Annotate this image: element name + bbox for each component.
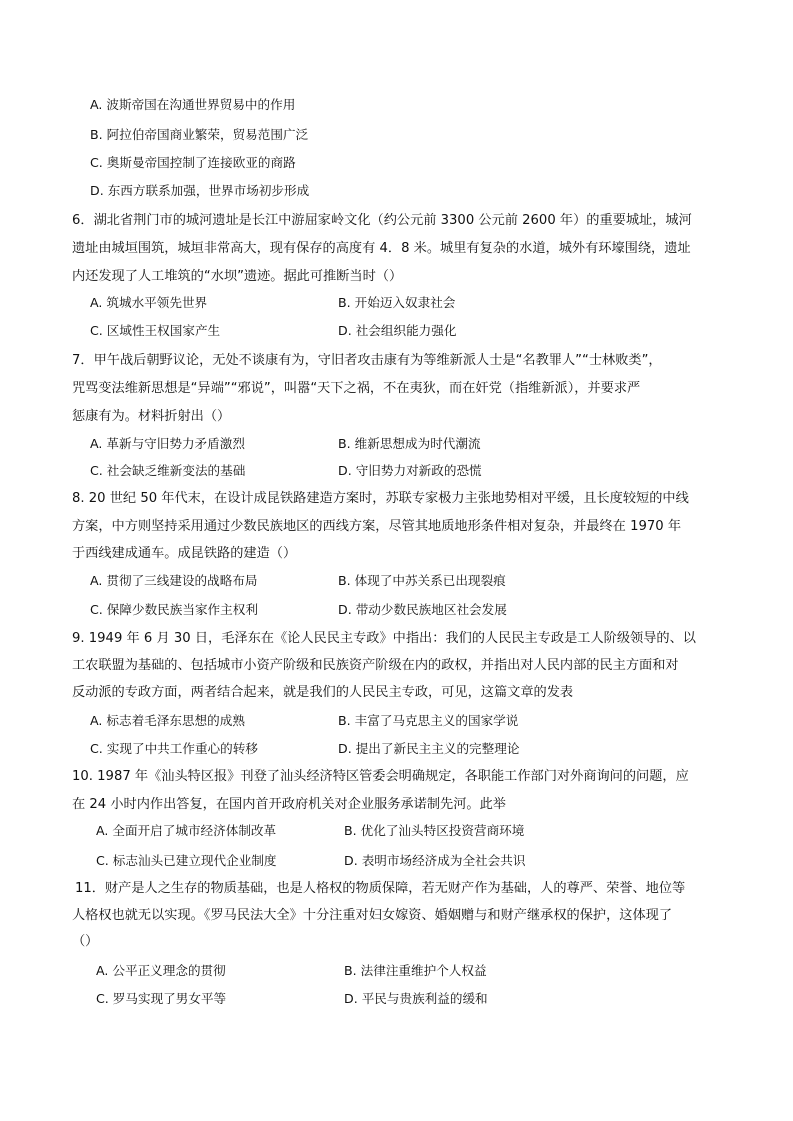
q8-stem-line-1: 8. 20 世纪 50 年代末，在设计成昆铁路建造方案时，苏联专家极力主张地势相对平缓，且长度较短的中线 bbox=[72, 491, 689, 506]
q6-option-c: C. 区域性王权国家产生 bbox=[90, 323, 221, 338]
q5-option-a: A. 波斯帝国在沟通世界贸易中的作用 bbox=[90, 97, 296, 112]
q11-options-row-1 bbox=[96, 962, 726, 980]
q7-option-c: C. 社会缺乏维新变法的基础 bbox=[90, 463, 246, 478]
q8-options-row-1 bbox=[90, 572, 720, 590]
q9-option-d: D. 提出了新民主主义的完整理论 bbox=[338, 741, 520, 756]
q6-options-row-2 bbox=[90, 322, 720, 340]
q11-option-d: D. 平民与贵族利益的缓和 bbox=[344, 991, 488, 1006]
q9-stem-line-1: 9. 1949 年 6 月 30 日，毛泽东在《论人民民主专政》中指出：我们的人民民主专政是工人阶级领导的、以 bbox=[72, 631, 696, 646]
q9-option-a: A. 标志着毛泽东思想的成熟 bbox=[90, 713, 245, 728]
q7-stem-line-1: 7．甲午战后朝野议论，无处不谈康有为，守旧者攻击康有为等维新派人士是“名教罪人”“士林败类”， bbox=[72, 353, 662, 368]
q6-options-row-1 bbox=[90, 294, 720, 312]
q8-option-d: D. 带动少数民族地区社会发展 bbox=[338, 602, 507, 617]
q6-stem-line-3: 内还发现了人工堆筑的“水坝”遗迹。据此可推断当时（） bbox=[72, 269, 403, 284]
q8-option-c: C. 保障少数民族当家作主权利 bbox=[90, 602, 258, 617]
q7-option-a: A. 革新与守旧势力矛盾激烈 bbox=[90, 436, 245, 451]
q7-option-d: D. 守旧势力对新政的恐慌 bbox=[338, 463, 482, 478]
q8-options-row-2 bbox=[90, 601, 720, 619]
q7-option-b: B. 维新思想成为时代潮流 bbox=[338, 436, 481, 451]
q9-stem-line-2: 工农联盟为基础的、包括城市小资产阶级和民族资产阶级在内的政权，并指出对人民内部的民主方面和对 bbox=[72, 658, 679, 673]
q7-options-row-2 bbox=[90, 462, 720, 480]
q6-option-d: D. 社会组织能力强化 bbox=[338, 323, 457, 338]
q9-option-c: C. 实现了中共工作重心的转移 bbox=[90, 741, 258, 756]
q5-option-d: D. 东西方联系加强，世界市场初步形成 bbox=[90, 183, 310, 198]
q10-options-row-2 bbox=[96, 852, 726, 870]
q7-options-row-1 bbox=[90, 435, 720, 453]
q10-option-c: C. 标志汕头已建立现代企业制度 bbox=[96, 853, 277, 868]
q6-option-b: B. 开始迈入奴隶社会 bbox=[338, 295, 456, 310]
q9-options-row-2 bbox=[90, 740, 720, 758]
q8-option-a: A. 贯彻了三线建设的战略布局 bbox=[90, 573, 258, 588]
q9-stem-line-3: 反动派的专政方面，两者结合起来，就是我们的人民民主专政，可见，这篇文章的发表 bbox=[72, 685, 574, 700]
q10-option-a: A. 全面开启了城市经济体制改革 bbox=[96, 823, 277, 838]
q11-option-b: B. 法律注重维护个人权益 bbox=[344, 963, 487, 978]
q11-options-row-2 bbox=[96, 990, 726, 1008]
q10-stem-line-2: 在 24 小时内作出答复，在国内首开政府机关对企业服务承诺制先河。此举 bbox=[72, 797, 506, 812]
q8-stem-line-2: 方案，中方则坚持采用通过少数民族地区的西线方案，尽管其地质地形条件相对复杂，并最终在 1970 年 bbox=[72, 519, 682, 534]
q10-option-b: B. 优化了汕头特区投资营商环境 bbox=[344, 823, 525, 838]
q11-option-a: A. 公平正义理念的贯彻 bbox=[96, 963, 226, 978]
q10-options-row-1 bbox=[96, 822, 726, 840]
q6-stem-line-1: 6．湖北省荆门市的城河遗址是长江中游屈家岭文化（约公元前 3300 公元前 2600 年）的重要城址，城河 bbox=[72, 213, 692, 228]
q7-stem-line-2: 咒骂变法维新思想是“异端”“邪说”，叫嚣“天下之祸，不在夷狄，而在奸党（指维新派），并要求严 bbox=[72, 381, 641, 396]
q11-option-c: C. 罗马实现了男女平等 bbox=[96, 991, 227, 1006]
q5-option-b: B. 阿拉伯帝国商业繁荣，贸易范围广泛 bbox=[90, 127, 309, 142]
q5-option-c: C. 奥斯曼帝国控制了连接欧亚的商路 bbox=[90, 155, 296, 170]
q9-option-b: B. 丰富了马克思主义的国家学说 bbox=[338, 713, 519, 728]
q7-stem-line-3: 惩康有为。材料折射出（） bbox=[72, 409, 231, 424]
q6-option-a: A. 筑城水平领先世界 bbox=[90, 295, 208, 310]
q11-stem-line-2: 人格权也就无以实现。《罗马民法大全》十分注重对妇女嫁资、婚姻赠与和财产继承权的保护，这体现了 bbox=[72, 908, 673, 923]
q8-option-b: B. 体现了中苏关系已出现裂痕 bbox=[338, 573, 506, 588]
q6-stem-line-2: 遗址由城垣围筑，城垣非常高大，现有保存的高度有 4．8 米。城里有复杂的水道，城外有环壕围绕，遗址 bbox=[72, 241, 691, 256]
q11-stem-line-1: 11．财产是人之生存的物质基础，也是人格权的物质保障，若无财产作为基础，人的尊严、荣誉、地位等 bbox=[75, 881, 686, 896]
q10-stem-line-1: 10. 1987 年《汕头特区报》刊登了汕头经济特区管委会明确规定，各职能工作部门对外商询问的问题，应 bbox=[72, 769, 689, 784]
q10-option-d: D. 表明市场经济成为全社会共识 bbox=[344, 853, 526, 868]
q11-stem-line-3: （） bbox=[72, 934, 99, 949]
q8-stem-line-3: 于西线建成通车。成昆铁路的建造（） bbox=[72, 546, 297, 561]
q9-options-row-1 bbox=[90, 712, 720, 730]
